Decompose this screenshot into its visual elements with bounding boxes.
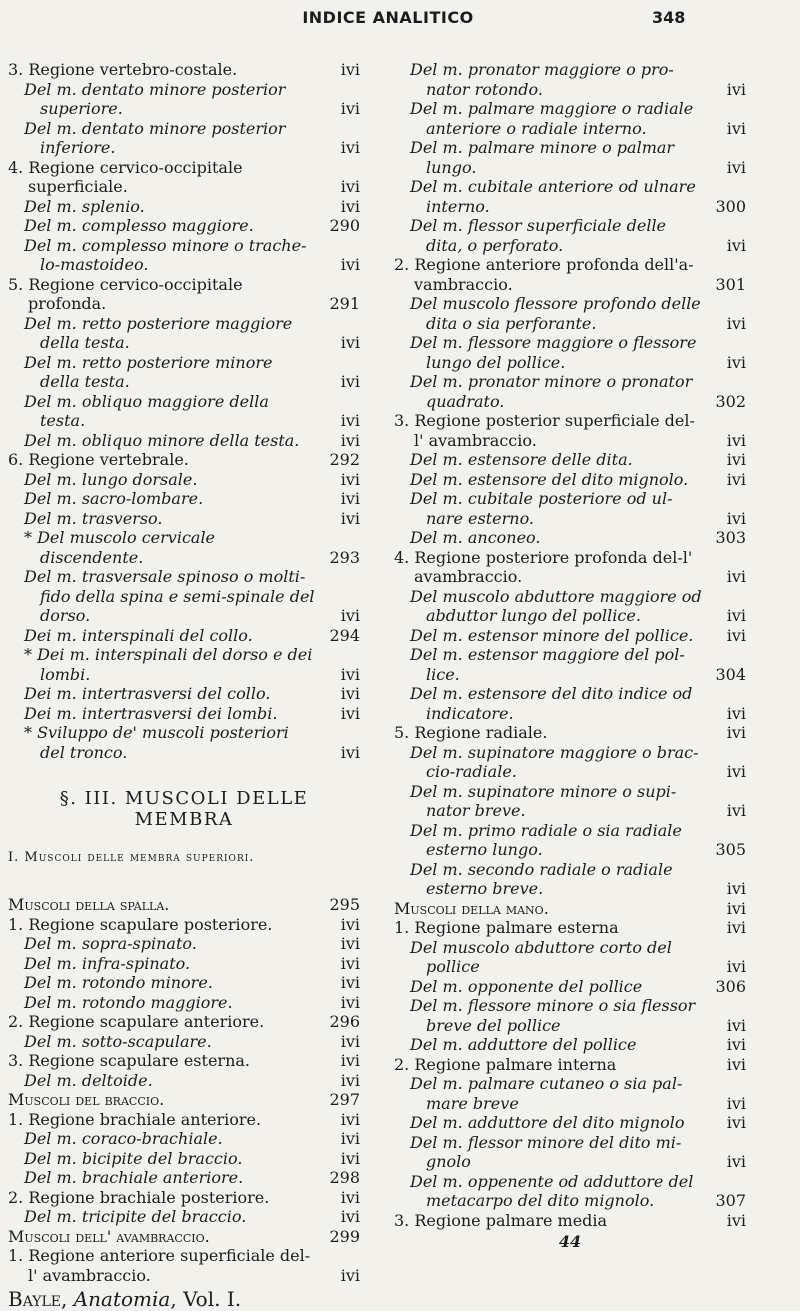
right-column <box>394 60 746 1251</box>
entry-text: Del m. trasversale spinoso o molti-fido della spina e semi-spinale del dorso. <box>24 567 315 625</box>
entry-page-ref: ivi <box>726 1035 746 1054</box>
index-heading <box>8 1090 360 1110</box>
entry-text: Del m. rotondo maggiore. <box>24 992 233 1012</box>
entry-text: Del muscolo abduttore maggiore od abduttor lungo del pollice. <box>410 586 702 625</box>
entry-text: 4. Regione posteriore profonda del-l' avambraccio. <box>394 547 693 586</box>
entry-text: Del m. pronator minore o pronator quadrato. <box>410 372 693 411</box>
index-list-forearm-hand <box>394 60 746 1230</box>
entry-page-ref: ivi <box>340 489 360 508</box>
entry-text: Del m. palmare cutaneo o sia pal-mare breve <box>410 1074 683 1113</box>
index-region-entry <box>394 1211 746 1231</box>
entry-text: Del m. primo radiale o sia radiale esterno lungo. <box>410 820 682 859</box>
entry-text: Del m. tricipite del braccio. <box>24 1207 247 1226</box>
entry-page-ref: ivi <box>340 1187 360 1207</box>
entry-page-ref: 297 <box>329 1090 360 1109</box>
entry-page-ref: ivi <box>726 450 746 469</box>
entry-text: 3. Regione posterior superficiale del-l' avambraccio. <box>394 411 695 450</box>
section-title: §. III. MUSCOLI DELLE MEMBRA <box>59 788 309 830</box>
entry-page-ref: ivi <box>340 469 360 489</box>
index-muscle-entry <box>394 1113 746 1133</box>
index-muscle-entry <box>394 294 746 333</box>
entry-page-ref: ivi <box>340 255 360 274</box>
entry-page-ref: ivi <box>340 1129 360 1148</box>
entry-text: Muscoli dell' avambraccio. <box>8 1226 210 1246</box>
entry-text: Del m. complesso maggiore. <box>24 216 254 235</box>
entry-text: Del m. flessore maggiore o flessore lungo del pollice. <box>410 333 697 372</box>
index-region-entry <box>8 1051 360 1071</box>
entry-page-ref: ivi <box>726 918 746 937</box>
index-muscle-entry <box>8 392 360 431</box>
entry-page-ref: ivi <box>726 879 746 898</box>
entry-text: Del m. infra-spinato. <box>24 953 191 973</box>
index-muscle-entry <box>394 626 746 646</box>
index-muscle-entry <box>8 353 360 392</box>
entry-text: 2. Regione scapulare anteriore. <box>8 1012 265 1031</box>
index-muscle-entry <box>394 977 746 997</box>
index-muscle-entry <box>8 1168 360 1188</box>
entry-text: Del m. secondo radiale o radiale esterno breve. <box>410 859 673 898</box>
entry-page-ref: ivi <box>726 430 746 450</box>
index-heading <box>394 899 746 919</box>
entry-page-ref: ivi <box>340 99 360 118</box>
entry-page-ref: 299 <box>329 1226 360 1246</box>
entry-page-ref: ivi <box>726 313 746 333</box>
index-muscle-entry <box>8 1071 360 1091</box>
signature-author: Bayle <box>8 1287 61 1311</box>
entry-text: Del m. supinatore maggiore o brac-cio-radiale. <box>410 742 699 781</box>
index-region-entry <box>394 548 746 587</box>
index-region-entry <box>8 1246 360 1285</box>
entry-text: Del m. cubitale anteriore od ulnare interno. <box>410 177 696 216</box>
index-muscle-entry <box>394 1035 746 1055</box>
entry-text: Muscoli del braccio. <box>8 1090 165 1109</box>
entry-text: 3. Regione scapulare esterna. <box>8 1051 250 1070</box>
index-muscle-entry <box>394 684 746 723</box>
entry-page-ref: ivi <box>340 1070 360 1090</box>
entry-page-ref: ivi <box>340 1051 360 1070</box>
running-title: INDICE ANALITICO <box>302 8 474 27</box>
index-region-entry <box>394 1055 746 1075</box>
entry-page-ref: 307 <box>715 1191 746 1210</box>
index-muscle-entry <box>394 333 746 372</box>
signature-work: Anatomia <box>73 1287 171 1311</box>
index-muscle-entry <box>394 528 746 548</box>
index-muscle-entry <box>8 954 360 974</box>
entry-text: * Dei m. interspinali del dorso e dei lombi. <box>24 645 313 684</box>
entry-text: 1. Regione anteriore superficiale del-l' avambraccio. <box>8 1246 311 1285</box>
entry-text: Del m. flessor superficiale delle dita, o perforato. <box>410 216 667 255</box>
entry-page-ref: ivi <box>726 1210 746 1230</box>
entry-page-ref: 290 <box>329 216 360 235</box>
entry-page-ref: ivi <box>340 684 360 703</box>
entry-text: Del m. oppenente od adduttore del metacarpo del dito mignolo. <box>410 1171 694 1210</box>
entry-text: Del m. adduttore del pollice <box>410 1035 637 1054</box>
index-heading <box>8 895 360 915</box>
index-region-entry <box>394 411 746 450</box>
index-region-entry <box>8 915 360 935</box>
entry-text: 2. Regione anteriore profonda dell'a-vambraccio. <box>394 255 694 294</box>
index-muscle-entry <box>8 197 360 217</box>
entry-page-ref: 292 <box>329 450 360 469</box>
entry-page-ref: 296 <box>329 1012 360 1031</box>
entry-page-ref: 305 <box>715 840 746 859</box>
index-region-entry <box>394 918 746 938</box>
entry-page-ref: ivi <box>340 196 360 216</box>
entry-page-ref: ivi <box>726 1093 746 1113</box>
entry-page-ref: 295 <box>329 895 360 914</box>
entry-page-ref: ivi <box>340 1031 360 1051</box>
entry-text: Del m. retto posteriore maggiore della testa. <box>24 313 293 352</box>
entry-text: 4. Regione cervico-occipitale superficiale. <box>8 157 243 196</box>
entry-text: Del m. supinatore minore o supi-nator breve. <box>410 781 677 820</box>
index-muscle-entry <box>8 1207 360 1227</box>
entry-text: Del m. retto posteriore minore della testa. <box>24 352 273 391</box>
entry-text: Del m. brachiale anteriore. <box>24 1168 244 1187</box>
index-muscle-entry <box>8 626 360 646</box>
index-muscle-entry <box>8 1129 360 1149</box>
index-muscle-entry <box>8 684 360 704</box>
index-muscle-entry <box>394 450 746 470</box>
entry-page-ref: ivi <box>340 742 360 762</box>
entry-text: 2. Regione brachiale posteriore. <box>8 1187 270 1207</box>
entry-page-ref: ivi <box>340 1265 360 1285</box>
entry-text: Del m. opponente del pollice <box>410 976 643 996</box>
entry-text: Dei m. interspinali del collo. <box>24 625 253 645</box>
entry-page-ref: ivi <box>340 411 360 430</box>
entry-page-ref: ivi <box>726 1054 746 1074</box>
entry-text: Del m. cubitale posteriore od ul-nare esterno. <box>410 489 673 528</box>
index-region-entry <box>8 1012 360 1032</box>
sub-title: I. Muscoli delle membra superiori. <box>8 850 255 865</box>
entry-text: Del m. splenio. <box>24 196 145 216</box>
entry-text: 6. Regione vertebrale. <box>8 450 189 469</box>
entry-text: Del muscolo flessore profondo delle dita o sia perforante. <box>410 294 701 333</box>
entry-page-ref: 300 <box>715 196 746 216</box>
entry-page-ref: ivi <box>340 973 360 992</box>
entry-page-ref: 302 <box>715 391 746 411</box>
entry-text: Del muscolo abduttore corto del pollice <box>410 937 672 976</box>
index-muscle-entry <box>394 1172 746 1211</box>
entry-page-ref: ivi <box>340 664 360 684</box>
index-muscle-entry <box>8 1149 360 1169</box>
index-region-entry <box>8 275 360 314</box>
index-region-entry <box>394 255 746 294</box>
index-muscle-entry <box>394 60 746 99</box>
index-muscle-entry <box>394 645 746 684</box>
entry-page-ref: ivi <box>726 723 746 742</box>
entry-text: Del m. estensore delle dita. <box>410 450 633 469</box>
index-muscle-entry <box>8 993 360 1013</box>
entry-page-ref: 306 <box>715 976 746 996</box>
index-muscle-entry <box>394 489 746 528</box>
page-header <box>0 6 800 34</box>
index-muscle-entry <box>8 470 360 490</box>
index-muscle-entry <box>394 860 746 899</box>
index-muscle-entry <box>394 996 746 1035</box>
index-muscle-entry <box>394 743 746 782</box>
index-list-trunk <box>8 60 360 762</box>
entry-text: Del m. coraco-brachiale. <box>24 1129 223 1148</box>
index-region-entry <box>8 1188 360 1208</box>
entry-text: Del m. complesso minore o trache-lo-mastoideo. <box>24 235 307 274</box>
signature-mark: 44 <box>558 1232 582 1251</box>
entry-text: Del m. dentato minore posterior superiore. <box>24 79 286 118</box>
entry-page-ref: ivi <box>726 703 746 723</box>
entry-page-ref: ivi <box>340 430 360 450</box>
entry-text: Del m. adduttore del dito mignolo <box>410 1113 685 1132</box>
entry-page-ref: 291 <box>329 294 360 313</box>
index-muscle-entry <box>8 723 360 762</box>
index-muscle-entry <box>8 119 360 158</box>
entry-text: Del m. trasverso. <box>24 508 163 528</box>
entry-text: 3. Regione vertebro-costale. <box>8 60 238 79</box>
index-region-entry <box>8 1110 360 1130</box>
index-muscle-entry <box>394 587 746 626</box>
entry-page-ref: ivi <box>340 60 360 79</box>
entry-text: Del m. sopra-spinato. <box>24 934 197 953</box>
index-muscle-entry <box>8 934 360 954</box>
entry-page-ref: ivi <box>340 372 360 391</box>
entry-page-ref: ivi <box>726 625 746 645</box>
index-muscle-entry <box>394 821 746 860</box>
entry-text: Del m. estensore del dito mignolo. <box>410 469 689 489</box>
index-muscle-entry <box>394 216 746 255</box>
entry-text: 2. Regione palmare interna <box>394 1054 617 1074</box>
entry-text: Del m. pronator maggiore o pro-nator rotondo. <box>410 60 674 99</box>
index-muscle-entry <box>8 645 360 684</box>
entry-text: * Sviluppo de' muscoli posteriori del tronco. <box>24 723 289 762</box>
entry-text: Del m. flessore minore o sia flessor breve del pollice <box>410 996 696 1035</box>
entry-page-ref: ivi <box>340 606 360 625</box>
entry-text: Muscoli della mano. <box>394 898 549 918</box>
entry-page-ref: ivi <box>726 957 746 976</box>
index-muscle-entry <box>394 1074 746 1113</box>
entry-page-ref: ivi <box>726 235 746 255</box>
entry-page-ref: ivi <box>340 1207 360 1226</box>
entry-text: 3. Regione palmare media <box>394 1210 608 1230</box>
index-region-entry <box>394 723 746 743</box>
entry-page-ref: ivi <box>726 1113 746 1132</box>
entry-text: Del m. palmare maggiore o radiale anteriore o radiale interno. <box>410 99 694 138</box>
entry-page-ref: ivi <box>340 508 360 528</box>
index-list-limbs <box>8 895 360 1285</box>
index-muscle-entry <box>394 99 746 138</box>
index-region-entry <box>8 450 360 470</box>
entry-page-ref: ivi <box>726 157 746 177</box>
entry-text: Del m. lungo dorsale. <box>24 469 198 489</box>
entry-page-ref: 298 <box>329 1168 360 1187</box>
index-muscle-entry <box>8 567 360 626</box>
index-muscle-entry <box>394 782 746 821</box>
index-muscle-entry <box>8 314 360 353</box>
entry-page-ref: 301 <box>715 274 746 294</box>
index-muscle-entry <box>8 236 360 275</box>
entry-page-ref: ivi <box>340 333 360 352</box>
signature-volume: Vol. I. <box>183 1287 242 1311</box>
index-muscle-entry <box>394 177 746 216</box>
entry-text: * Del muscolo cervicale discendente. <box>24 528 216 567</box>
index-muscle-entry <box>8 704 360 724</box>
index-region-entry <box>8 158 360 197</box>
entry-page-ref: 304 <box>715 664 746 684</box>
page-number: 348 <box>652 8 686 27</box>
entry-page-ref: ivi <box>726 567 746 586</box>
index-muscle-entry <box>8 216 360 236</box>
entry-page-ref: 303 <box>715 528 746 547</box>
entry-page-ref: ivi <box>726 1015 746 1035</box>
entry-page-ref: ivi <box>340 992 360 1012</box>
signature-line: Bayle, Anatomia, Vol. I. <box>8 1287 242 1311</box>
entry-page-ref: ivi <box>726 606 746 625</box>
entry-text: Dei m. intertrasversi dei lombi. <box>24 703 278 723</box>
entry-text: Del m. bicipite del braccio. <box>24 1148 243 1168</box>
index-muscle-entry <box>8 973 360 993</box>
entry-page-ref: ivi <box>340 934 360 953</box>
entry-text: Del m. palmare minore o palmar lungo. <box>410 138 675 177</box>
left-column <box>8 60 360 1311</box>
entry-text: 1. Regione palmare esterna <box>394 918 619 937</box>
index-muscle-entry <box>8 80 360 119</box>
entry-text: Dei m. intertrasversi del collo. <box>24 684 271 703</box>
index-muscle-entry <box>8 528 360 567</box>
entry-page-ref: ivi <box>340 703 360 723</box>
entry-page-ref: ivi <box>340 138 360 157</box>
entry-page-ref: ivi <box>726 1152 746 1171</box>
entry-page-ref: ivi <box>340 914 360 934</box>
entry-text: Del m. sacro-lombare. <box>24 489 204 508</box>
index-muscle-entry <box>394 938 746 977</box>
entry-text: Del m. dentato minore posterior inferiore. <box>24 118 286 157</box>
index-muscle-entry <box>394 138 746 177</box>
entry-text: Del m. deltoide. <box>24 1070 153 1090</box>
entry-page-ref: ivi <box>340 1109 360 1129</box>
index-muscle-entry <box>8 1032 360 1052</box>
index-muscle-entry <box>8 509 360 529</box>
index-region-entry <box>8 60 360 80</box>
entry-text: Del m. flessor minore del dito mi-gnolo <box>410 1132 682 1171</box>
entry-text: Del m. obliquo minore della testa. <box>24 430 300 450</box>
index-heading <box>8 1227 360 1247</box>
entry-page-ref: 293 <box>329 547 360 567</box>
entry-text: Del m. estensor minore del pollice. <box>410 625 694 645</box>
entry-text: Del m. sotto-scapulare. <box>24 1031 212 1051</box>
index-muscle-entry <box>8 489 360 509</box>
entry-text: Del m. estensore del dito indice od indicatore. <box>410 684 693 723</box>
entry-page-ref: ivi <box>726 118 746 138</box>
entry-text: Muscoli della spalla. <box>8 895 170 914</box>
index-muscle-entry <box>394 470 746 490</box>
entry-text: Del m. obliquo maggiore della testa. <box>24 391 269 430</box>
entry-page-ref: ivi <box>726 762 746 781</box>
entry-page-ref: ivi <box>726 79 746 99</box>
entry-text: 1. Regione brachiale anteriore. <box>8 1109 262 1129</box>
index-muscle-entry <box>394 1133 746 1172</box>
entry-text: 5. Regione cervico-occipitale profonda. <box>8 274 243 313</box>
entry-text: 1. Regione scapulare posteriore. <box>8 914 273 934</box>
entry-text: 5. Regione radiale. <box>394 723 548 742</box>
entry-page-ref: ivi <box>726 898 746 918</box>
entry-text: Del m. estensor maggiore del pol-lice. <box>410 645 685 684</box>
entry-page-ref: ivi <box>340 177 360 196</box>
index-muscle-entry <box>8 431 360 451</box>
entry-text: Del m. rotondo minore. <box>24 973 213 992</box>
entry-page-ref: ivi <box>726 469 746 489</box>
entry-page-ref: ivi <box>340 1148 360 1168</box>
entry-page-ref: ivi <box>340 953 360 973</box>
entry-text: Del m. anconeo. <box>410 528 541 547</box>
entry-page-ref: ivi <box>726 352 746 372</box>
index-muscle-entry <box>394 372 746 411</box>
entry-page-ref: ivi <box>726 508 746 528</box>
entry-page-ref: 294 <box>329 625 360 645</box>
entry-page-ref: ivi <box>726 801 746 820</box>
